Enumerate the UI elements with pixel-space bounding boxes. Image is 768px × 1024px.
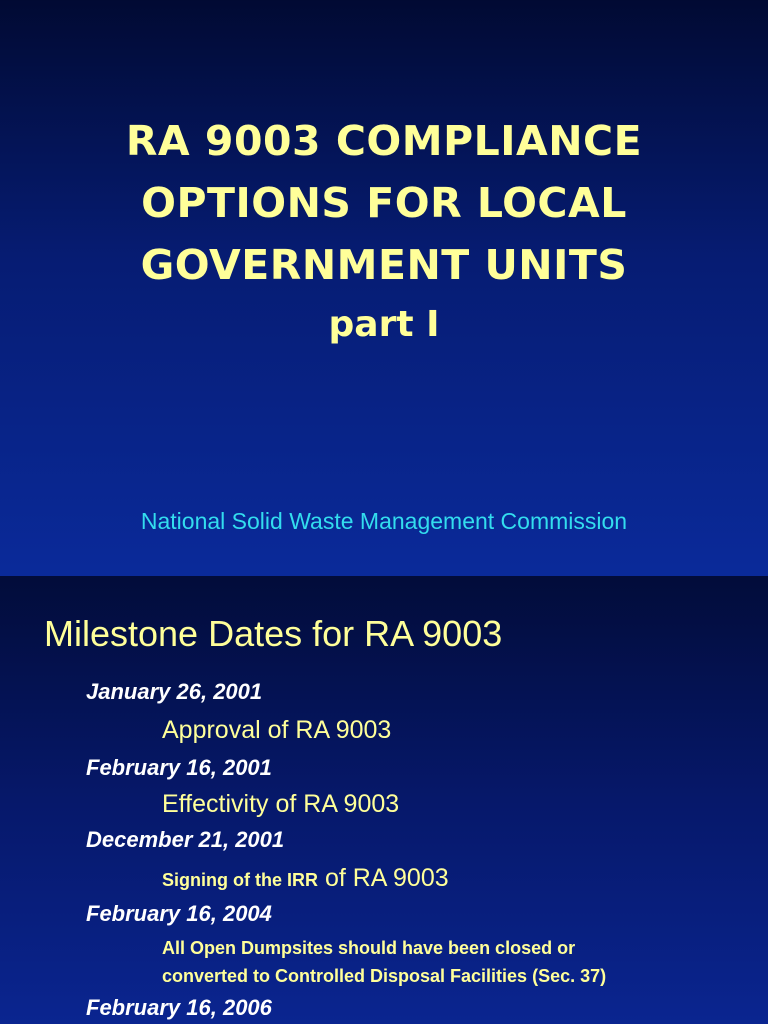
milestone-date: February 16, 2001 <box>86 755 272 780</box>
milestone-date: December 21, 2001 <box>86 827 285 852</box>
part-label: part I <box>328 304 440 345</box>
milestones-slide <box>0 576 768 1024</box>
commission-name: National Solid Waste Management Commission <box>140 508 628 534</box>
title-line-3: GOVERNMENT UNITS <box>140 241 628 289</box>
milestone-date: February 16, 2006 <box>86 995 272 1020</box>
title-line-1: RA 9003 COMPLIANCE <box>125 117 643 165</box>
milestone-desc: Effectivity of RA 9003 <box>162 790 400 818</box>
milestone-desc-large: of RA 9003 <box>324 864 449 892</box>
milestone-date: January 26, 2001 <box>86 679 263 704</box>
milestones-title: Milestone Dates for RA 9003 <box>44 613 503 654</box>
milestone-date: February 16, 2004 <box>86 901 272 926</box>
milestone-desc-line-1: All Open Dumpsites should have been closed or <box>162 938 576 958</box>
slide-title <box>0 110 768 296</box>
milestone-desc-line-2: converted to Controlled Disposal Facilities (Sec. 37) <box>162 966 607 986</box>
milestone-desc-small: Signing of the IRR <box>162 870 318 890</box>
milestone-desc <box>162 862 449 896</box>
title-line-2: OPTIONS FOR LOCAL <box>141 179 627 227</box>
milestone-desc: Approval of RA 9003 <box>162 716 392 744</box>
